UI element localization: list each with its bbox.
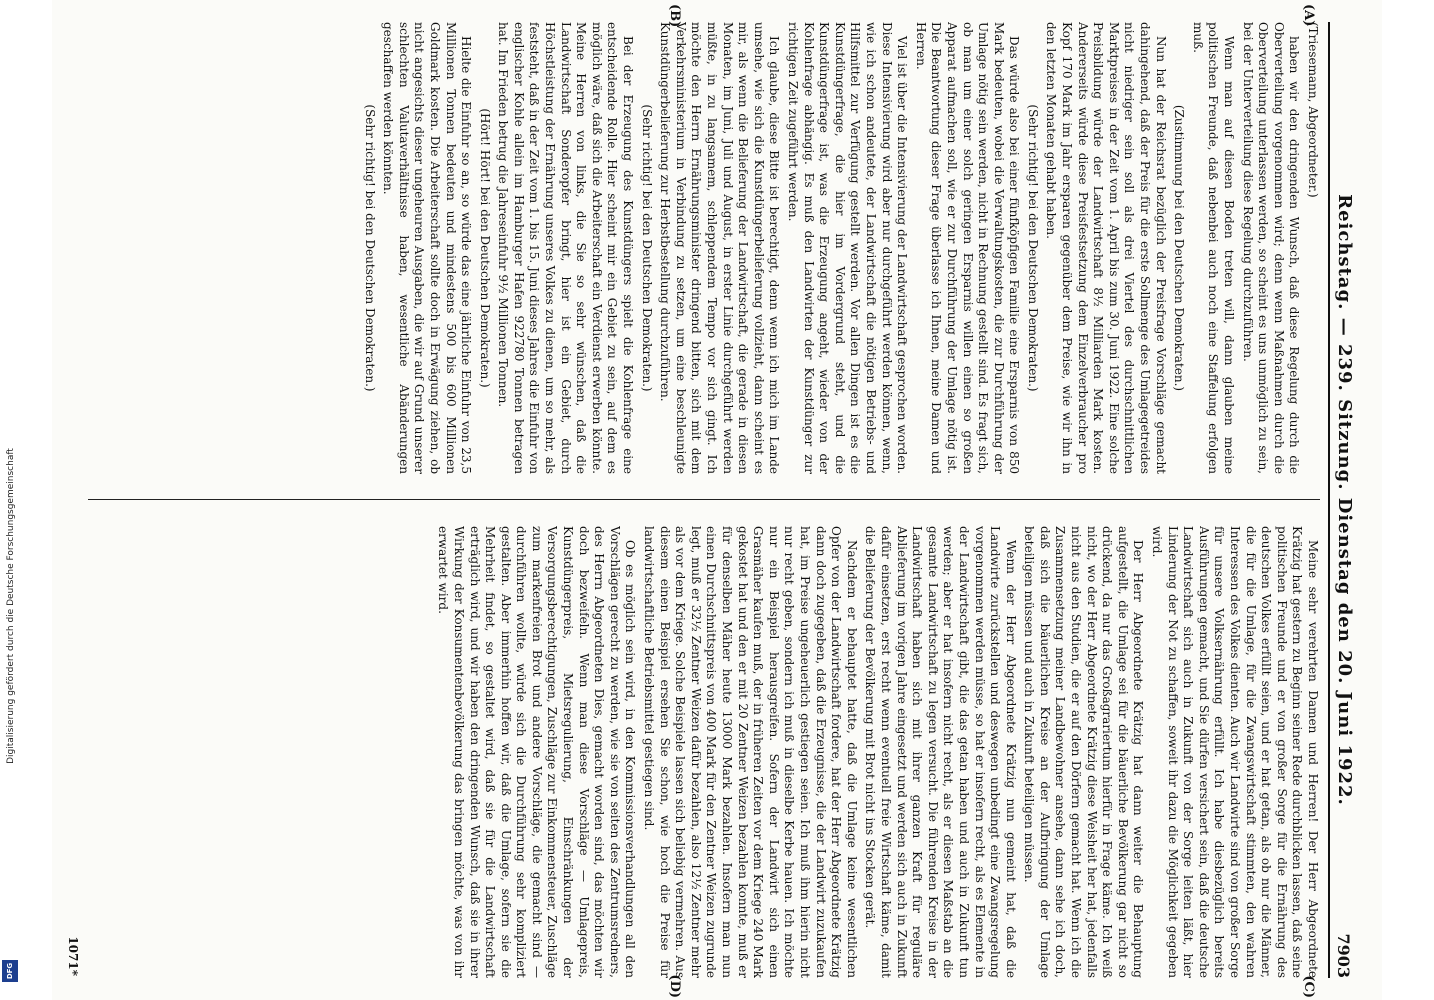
paragraph: haben wir den dringenden Wunsch, daß diese Regelung durch die Oberverteilung vorgenommen wird; denn wenn Maßnahmen durch die Oberverteilung unterlassen werden, so scheint es uns unmöglich zu sein, bei der Unterverteilung diese Regelung durchzuführen. xyxy=(1240,22,1302,474)
speaker-line: (Triesemann, Abgeordneter.) xyxy=(1306,22,1320,198)
paragraph: Wenn der Herr Abgeordnete Krätzig nun gemeint hat, daß die Landwirte zurückstellen und deswegen unbedingt eine Zwangsregelung vorgenommen werden müsse, so hat er insofern recht, als es Elemente in der Landwirtschaft gibt, die das getan haben und auch in Zukunft tun werden; aber er hat insofern nicht recht, als er diesen Maßstab an die gesamte Landwirtschaft zu legen versucht. Die führenden Kreise in der Landwirtschaft haben sich mit ihrer ganzen Kraft für reguläre Ablieferung im vorigen Jahre eingesetzt und werden sich auch in Zukunft dafür einsetzen, erst recht wenn eventuell freie Wirtschaft käme, damit die Belieferung der Bevölkerung mit Brot nicht ins Stocken gerät. xyxy=(863,526,1018,978)
interjection: (Zustimmung bei den Deutschen Demokraten.) xyxy=(1172,104,1187,392)
paragraph: Der Herr Abgeordnete Krätzig hat dann weiter die Behauptung aufgestellt, die Umlage sei für die bäuerliche Bevölkerung gar nicht so drückend, da nur das Großagrariertum hierfür in Frage käme. Ich weiß nicht, wo der Herr Abgeordnete Krätzig diese Weisheit her hat, jedenfalls nicht aus den Studien, die er auf den Dörfern gemacht hat. Wenn ich die Zusammensetzung meiner Landbewohner ansehe, dann sehe ich doch, daß sich die bäuerlichen Kreise an der Aufbringung der Umlage beteiligen müssen und auch in Zukunft beteiligen müssen. xyxy=(1022,526,1146,978)
left-column xyxy=(88,22,1320,474)
credit-text: Digitalisierung gefördert durch die Deutsche Forschungsgemeinschaft xyxy=(6,448,16,764)
running-title: Reichstag. — 239. Sitzung. Dienstag den 20. Juni 1922. xyxy=(1334,194,1355,806)
interjection: (Sehr richtig! bei den Deutschen Demokraten.) xyxy=(1025,104,1040,392)
paragraph: Viel ist über die Intensivierung der Landwirtschaft gesprochen worden. Diese Intensivierung wird aber nur durchgeführt werden können, wenn, wie ich schon andeutete, der Landwirtschaft die nötigen Betriebs- und Hilfsmittel zur Verfügung gestellt werden. Vor allen Dingen ist es die Kunstdüngerfrage, die hier im Vordergrund steht, und die Kunstdüngerfrage ist, was die Erzeugung angeht, wieder von der Kohlenfrage abhängig. Es muß den Landwirten der Kunstdünger zur richtigen Zeit zugeführt werden. xyxy=(786,22,910,474)
paragraph: Nachdem er behauptet hatte, daß die Umlage keine wesentlichen Opfer von der Landwirtschaft fordere, hat der Herr Abgeordnete Krätzig dann doch zugegeben, daß die Erzeugnisse, die der Landwirt zuzukaufen hat, im Preise ungeheuerlich gestiegen seien. Ich muß ihm hierin nicht nur recht geben, sondern ich muß in dieselbe Kerbe hauen. Ich möchte nur ein Beispiel herausgreifen. Sofern der Landwirt sich einen Grasmäher kaufen muß, der in früheren Zeiten vor dem Kriege 240 Mark gekostet hat und den er mit 20 Zentner Weizen bezahlen konnte, muß er für denselben Mäher heute 13000 Mark bezahlen. Insofern man nun einen Durchschnittspreis von 400 Mark für den Zentner Weizen zugrunde legt, muß er 32½ Zentner Weizen dafür bezahlen, also 12½ Zentner mehr als vor dem Kriege. Solche Beispiele lassen sich beliebig vermehren. Aus diesem einen Beispiel ersehen Sie schon, wie hoch die Preise für landwirtschaftliche Betriebsmittel gestiegen sind. xyxy=(642,526,859,978)
margin-marker-b: (B) xyxy=(667,4,682,28)
interjection: (Sehr richtig! bei den Deutschen Demokraten.) xyxy=(362,104,377,392)
margin-marker-c: (C) xyxy=(1301,975,1316,998)
folio: 1071* xyxy=(66,936,80,976)
logo-label: DFG xyxy=(6,962,14,980)
interjection: (Hört! Hört! bei den Deutschen Demokraten.) xyxy=(477,108,492,388)
interjection: (Sehr richtig! bei den Deutschen Demokraten.) xyxy=(639,104,654,392)
paragraph: Das würde also bei einer fünfköpfigen Familie eine Ersparnis von 850 Mark bedeuten, wobei die Verwaltungskosten, die zur Durchführung der Umlage nötig sein werden, nicht in Rechnung gestellt sind. Es fragt sich, ob man um einer solch geringen Ersparnis willen einen so großen Apparat aufmachen soll, wie er zur Durchführung der Umlage nötig ist. Die Beantwortung dieser Frage überlasse ich Ihnen, meine Damen und Herren. xyxy=(913,22,1022,474)
paragraph: Ich glaube, diese Bitte ist berechtigt, denn wenn ich mich im Lande umsehe, wie sich die Kunstdüngerbelieferung vollzieht, dann scheint es mir, als wenn die Belieferung der Landwirtschaft, die gerade in diesen Monaten, im Juni, Juli und August, in erster Linie durchgeführt werden müßte, in zu langsamem, schleppendem Tempo vor sich gingt. Ich möchte den Herrn Ernährungsminister dringend bitten, sich mit dem Verkehrsministerium in Verbindung zu setzen, um eine beschleunigte Kunstdüngerbelieferung zur Herbstbestellung durchzuführen. xyxy=(658,22,782,474)
margin-marker-a: (A) xyxy=(1301,4,1316,27)
paragraph: Nun hat der Reichsrat bezüglich der Preisfrage Vorschläge gemacht dahingehend, daß der Preis für die erste Sollmenge des Umlagegetreides nicht niedriger sein soll als drei Viertel des durchschnittlichen Marktpreises in der Zeit vom 1. April bis zum 30. Juni 1922. Eine solche Preisbildung würde der Landwirtschaft 8½ Milliarden Mark kosten. Andererseits würde diese Preisfestsetzung dem Einzelverbraucher pro Kopf 170 Mark im Jahr ersparen gegenüber dem Preise, wie wir ihn in den letzten Monaten gehabt haben. xyxy=(1044,22,1168,474)
paragraph: Hielte die Einfuhr so an, so würde das eine jährliche Einfuhr von 23,5 Millionen Tonnen bedeuten und mindestens 500 bis 600 Millionen Goldmark kosten. Die Arbeiterschaft sollte doch in Erwägung ziehen, ob nicht angesichts dieser ungeheuren Ausgaben, die wir auf Grund unserer schlechten Valutaverhältnisse haben, wesentliche Abänderungen geschaffen werden könnten. xyxy=(381,22,474,474)
column-divider xyxy=(88,499,1320,500)
margin-marker-d: (D) xyxy=(667,974,682,998)
page-header xyxy=(1328,22,1364,978)
digitization-credit xyxy=(0,0,22,1000)
paragraph: Bei der Erzeugung des Kunstdüngers spielt die Kohlenfrage eine entscheidende Rolle. Hier scheint mir ein Gebiet zu sein, auf dem es möglich wäre, daß sich die Arbeiterschaft ein Verdienst erwerben könnte. Meine Herren von links, die Sie so sehr wünschen, daß die Landwirtschaft Sonderopfer bringt, hier ist ein Gebiet, durch Höchstleistung der Ernährung unseres Volkes zu dienen, um so mehr, als feststeht, daß in der Zeit vom 1. bis 15. Juni dieses Jahres die Einfuhr von englischer Kohle allein im Hamburger Hafen 922780 Tonnen betragen hat. Im Frieden betrug die Jahreseinfuhr 9½ Millionen Tonnen. xyxy=(496,22,636,474)
right-column xyxy=(88,526,1320,978)
newspaper-page xyxy=(52,0,1382,1000)
page-number: 7903 xyxy=(1334,933,1353,978)
paragraph: Wenn man auf diesen Boden treten will, dann glauben meine politischen Freunde, daß nebenbei auch noch eine Staffelung erfolgen muß. xyxy=(1190,22,1237,474)
paragraph: Ob es möglich sein wird, in den Kommissionsverhandlungen all den Vorschlägen gerecht zu werden, wie sie von seiten des Zentrumsredners, des Herrn Abgeordneten Dies, gemacht worden sind, das möchten wir doch bezweifeln. Wenn man diese Vorschläge — Umlagepreis, Kunstdüngerpreis, Mietsregulierung, Einschränkungen der Versorgungsberechtigungen, Zuschläge zur Einkommensteuer, Zuschläge zum markenfreien Brot und andere Vorschläge, die gemacht sind — durchführen wollte, würde sich die Durchführung sehr kompliziert gestalten. Aber immerhin hoffen wir, daß die Umlage, sofern sie die Mehrheit findet, so gestaltet wird, daß sie für die Landwirtschaft erträglich wird, und wir haben den dringenden Wunsch, daß sie in ihrer Wirkung der Konsumentenbevölkerung das bringen möchte, was von ihr erwartet wird. xyxy=(436,526,638,978)
dfg-logo-icon xyxy=(2,960,18,982)
paragraph: Meine sehr verehrten Damen und Herren! Der Herr Abgeordnete Krätzig hat gestern zu Beginn seiner Rede durchblicken lassen, daß seine politischen Freunde und er von großer Sorge für die Ernährung des deutschen Volkes erfüllt seien, und er hat getan, als ob nur die Männer, die für die Umlage, für die Zwangswirtschaft stimmten, den wahren Interessen des Volkes dienten. Auch wir Landwirte sind von großer Sorge für unsere Volksernährung erfüllt. Ich habe diesbezüglich bereits Ausführungen gemacht, und Sie dürfen versichert sein, daß die deutsche Landwirtschaft sich auch in Zukunft von der Sorge leiten läßt, hier Linderung der Not zu schaffen, soweit ihr dazu die Möglichkeit gegeben wird. xyxy=(1150,526,1320,978)
